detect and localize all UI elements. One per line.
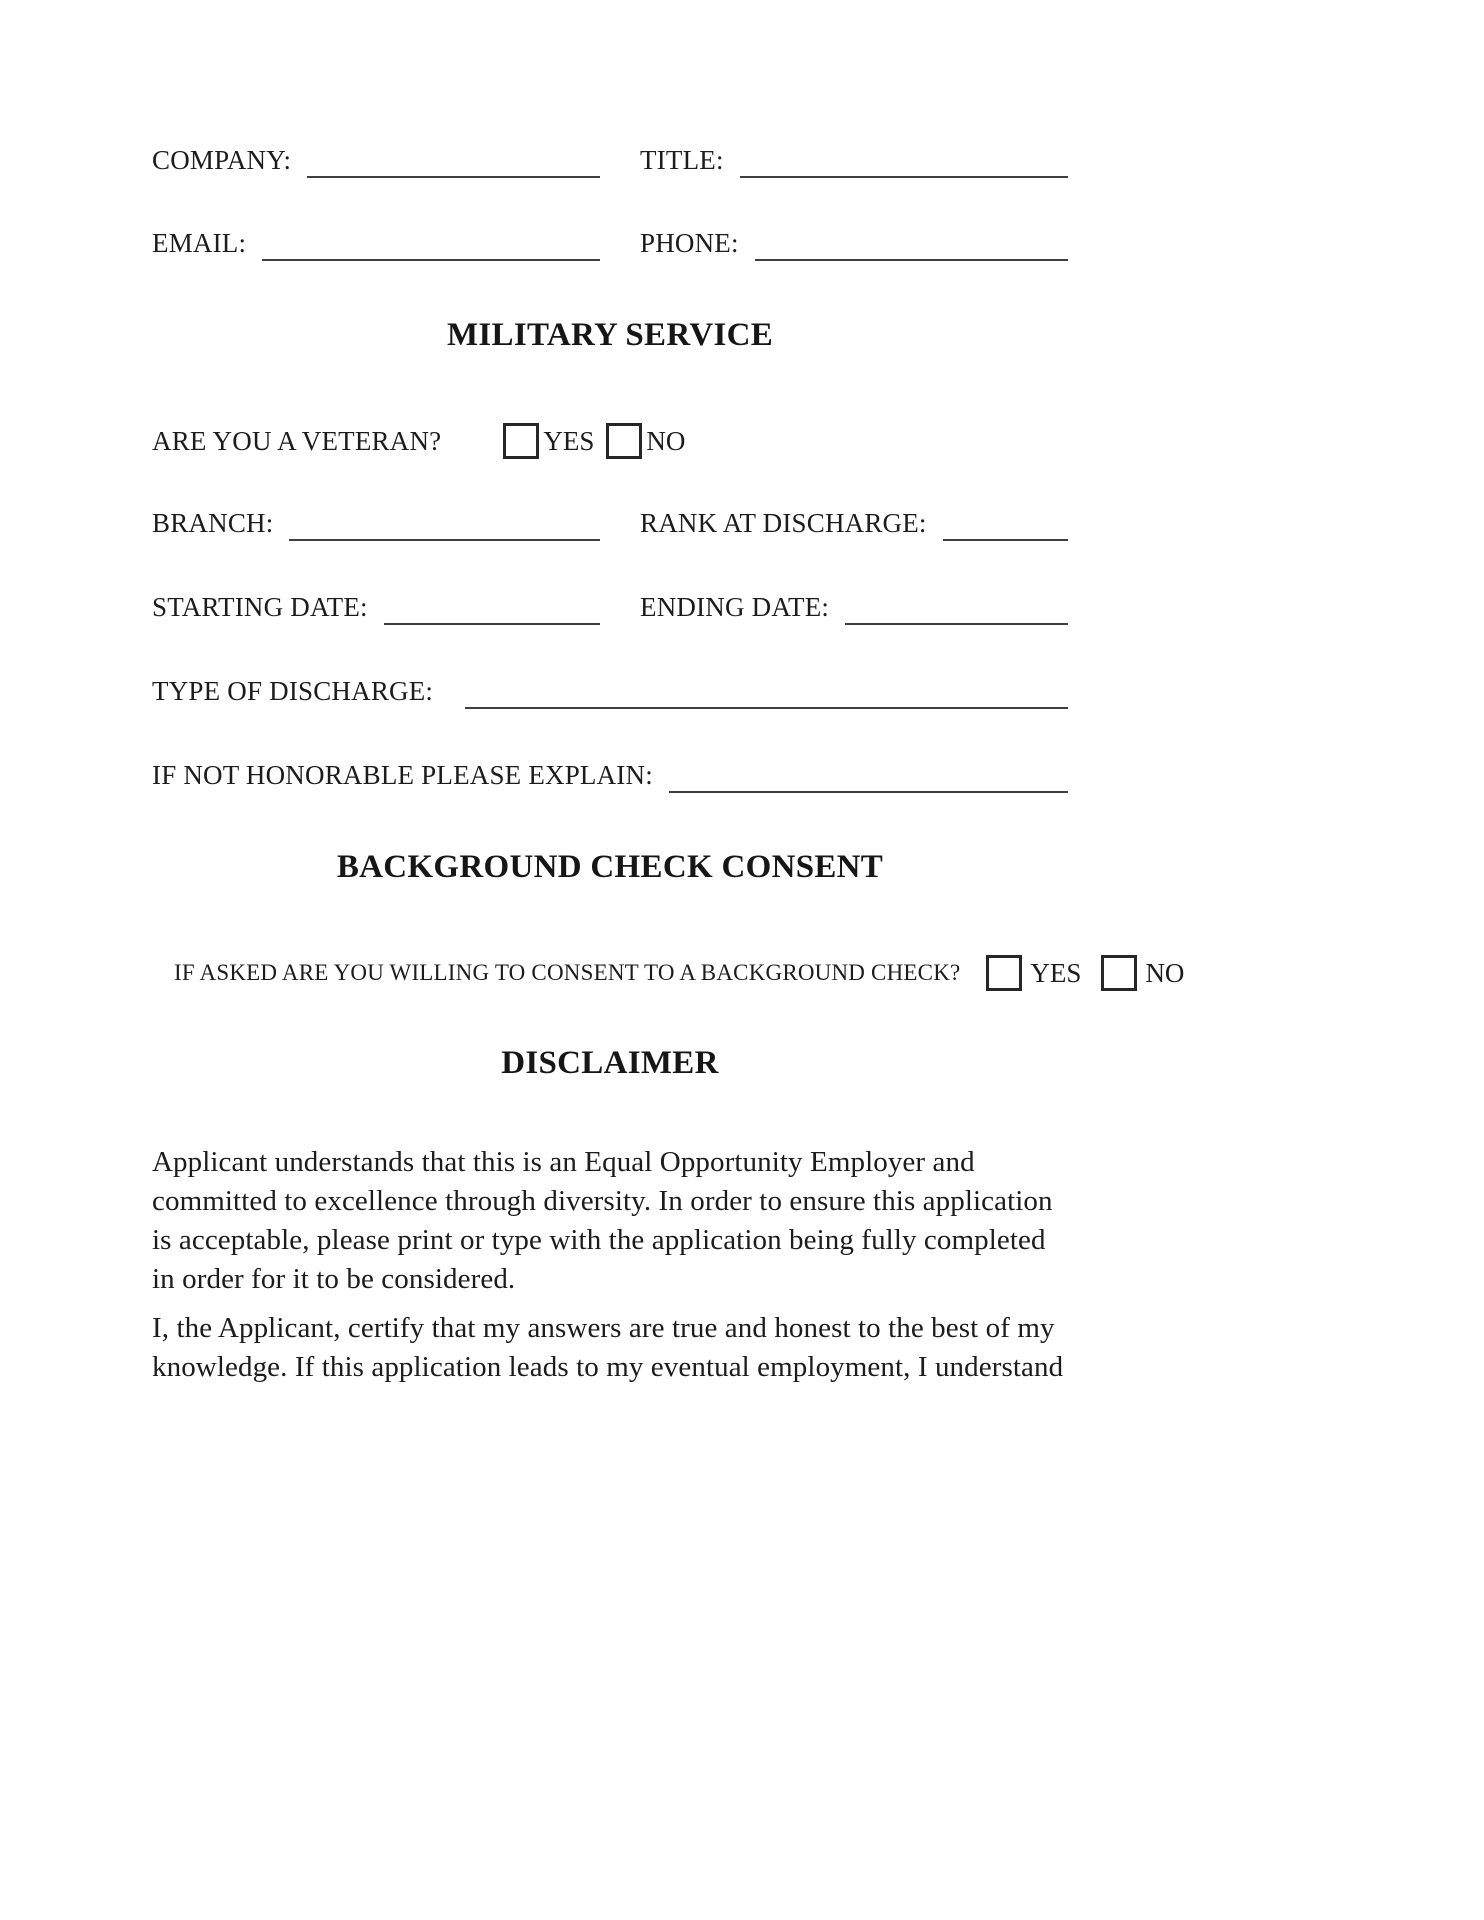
explain-label: IF NOT HONORABLE PLEASE EXPLAIN: bbox=[152, 760, 653, 790]
consent-yes-label: YES bbox=[1030, 958, 1082, 988]
veteran-yes-label: YES bbox=[543, 426, 595, 456]
consent-question-label: IF ASKED ARE YOU WILLING TO CONSENT TO A BACKGROUND CHECK? bbox=[174, 960, 961, 985]
dates-row bbox=[152, 589, 1068, 625]
phone-input[interactable] bbox=[755, 225, 1068, 261]
starting-date-field bbox=[152, 589, 600, 625]
consent-no-checkbox[interactable] bbox=[1101, 955, 1137, 991]
ending-date-input[interactable] bbox=[845, 589, 1068, 625]
consent-yes-checkbox[interactable] bbox=[986, 955, 1022, 991]
company-field bbox=[152, 142, 600, 178]
branch-field bbox=[152, 505, 600, 541]
email-field bbox=[152, 225, 600, 261]
veteran-question-row bbox=[152, 423, 1068, 459]
phone-label: PHONE: bbox=[640, 228, 739, 258]
rank-label: RANK AT DISCHARGE: bbox=[640, 508, 927, 538]
veteran-question-label: ARE YOU A VETERAN? bbox=[152, 426, 442, 456]
explain-row bbox=[152, 757, 1068, 793]
disclaimer-heading: DISCLAIMER bbox=[501, 1045, 719, 1081]
consent-question-row bbox=[152, 955, 1185, 991]
email-phone-row bbox=[152, 225, 1068, 261]
military-service-heading: MILITARY SERVICE bbox=[446, 317, 774, 353]
title-input[interactable] bbox=[740, 142, 1068, 178]
starting-date-label: STARTING DATE: bbox=[152, 592, 368, 622]
discharge-type-input[interactable] bbox=[465, 673, 1068, 709]
company-label: COMPANY: bbox=[152, 145, 292, 175]
disclaimer-paragraph-2: I, the Applicant, certify that my answers are true and honest to the best of my knowledge. If this application leads to my eventual employment, I understand bbox=[152, 1312, 1064, 1383]
rank-field bbox=[640, 505, 1068, 541]
consent-no-label: NO bbox=[1145, 958, 1185, 988]
veteran-no-label: NO bbox=[646, 426, 686, 456]
veteran-no-checkbox[interactable] bbox=[606, 423, 642, 459]
email-label: EMAIL: bbox=[152, 228, 247, 258]
title-field bbox=[640, 142, 1068, 178]
form-content bbox=[152, 142, 1185, 1387]
title-label: TITLE: bbox=[640, 145, 724, 175]
ending-date-field bbox=[640, 589, 1068, 625]
email-input[interactable] bbox=[262, 225, 600, 261]
rank-input[interactable] bbox=[943, 505, 1068, 541]
branch-label: BRANCH: bbox=[152, 508, 274, 538]
veteran-yes-checkbox[interactable] bbox=[503, 423, 539, 459]
branch-input[interactable] bbox=[289, 505, 600, 541]
company-input[interactable] bbox=[307, 142, 600, 178]
company-title-row bbox=[152, 142, 1068, 178]
background-check-heading: BACKGROUND CHECK CONSENT bbox=[336, 849, 884, 885]
discharge-type-label: TYPE OF DISCHARGE: bbox=[152, 676, 434, 706]
disclaimer-paragraph-1: Applicant understands that this is an Equal Opportunity Employer and committed to excellence through diversity. In order to ensure this application is acceptable, please print or type with the application being fully completed in order for it to be considered. bbox=[152, 1146, 1053, 1295]
ending-date-label: ENDING DATE: bbox=[640, 592, 830, 622]
discharge-type-row bbox=[152, 673, 1068, 709]
phone-field bbox=[640, 225, 1068, 261]
branch-rank-row bbox=[152, 505, 1068, 541]
starting-date-input[interactable] bbox=[384, 589, 600, 625]
explain-input[interactable] bbox=[669, 757, 1068, 793]
